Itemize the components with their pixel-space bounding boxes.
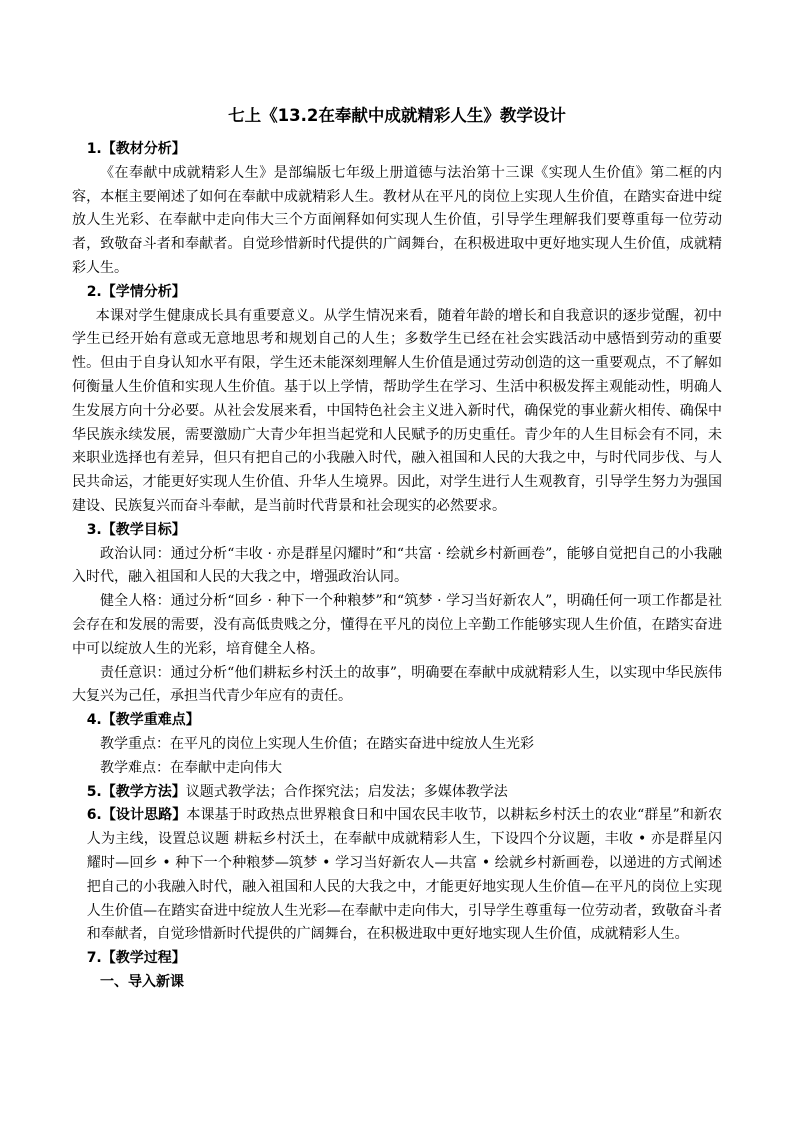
paragraph-goal-personality: 健全人格：通过分析“回乡 · 种下一个种粮梦”和“筑梦 · 学习当好新农人”，明确任何一项工作都是社会存在和发展的需要，没有高低贵贱之分，懂得在平凡的岗位上辛勤工作能够实现人生价值，在踏实奋进中可以绽放人生的光彩，培育健全人格。 xyxy=(72,593,722,657)
subheading-introduction: 一、导入新课 xyxy=(100,973,184,990)
paragraph-teaching-methods: 议题式教学法；合作探究法；启发法；多媒体教学法 xyxy=(185,783,508,800)
document-title: 七上《13.2在奉献中成就精彩人生》教学设计 xyxy=(228,106,566,125)
paragraph-difficulty: 教学难点：在奉献中走向伟大 xyxy=(100,759,282,776)
paragraph-student-analysis: 本课对学生健康成长具有重要意义。从学生情况来看，随着年龄的增长和自我意识的逐步觉醒，初中学生已经开始有意或无意地思考和规划自己的人生；多数学生已经在社会实践活动中感悟到劳动的重要性。但由于自身认知水平有限，学生还未能深刻理解人生价值是通过劳动创造的这一重要观点，不了解如何衡量人生价值和实现人生价值。基于以上学情，帮助学生在学习、生活中积极发挥主观能动性，明确人生发展方向十分必要。从社会发展来看，中国特色社会主义进入新时代，确保党的事业薪火相传、确保中华民族永续发展，需要激励广大青少年担当起党和人民赋予的历史重任。青少年的人生目标会有不同，未来职业选择也有差异，但只有把自己的小我融入时代，融入祖国和人民的大我之中，与时代同步伐、与人民共命运，才能更好实现人生价值、升华人生境界。因此，对学生进行人生观教育，引导学生努力为强国建设、民族复兴而奋斗奉献，是当前时代背景和社会现实的必然要求。 xyxy=(72,307,722,514)
document-body xyxy=(72,138,722,995)
section-heading-teaching-process: 7.【教学过程】 xyxy=(86,950,186,967)
section-heading-key-difficult: 4.【教学重难点】 xyxy=(86,712,200,729)
paragraph-goal-responsibility: 责任意识：通过分析“他们耕耘乡村沃土的故事”，明确要在奉献中成就精彩人生，以实现中华民族伟大复兴为己任，承担当代青少年应有的责任。 xyxy=(72,664,722,705)
section-heading-teaching-goals: 3.【教学目标】 xyxy=(86,521,186,538)
section-heading-textbook-analysis: 1.【教材分析】 xyxy=(86,141,186,157)
paragraph-design-ideas: 本课基于时政热点世界粮食日和中国农民丰收节，以耕耘乡村沃土的农业“群星”和新农人为主线，设置总议题 耕耘乡村沃土，在奉献中成就精彩人生，下设四个分议题，丰收 • 亦是群星闪耀时—回乡 • 种下一个种粮梦—筑梦 • 学习当好新农人—共富 • 绘就乡村新画卷，以递进的方式阐述把自己的小我融入时代，融入祖国和人民的大我之中，才能更好地实现人生价值—在平凡的岗位上实现人生价值—在踏实奋进中绽放人生光彩—在奉献中走向伟大，引导学生尊重每一位劳动者，致敬奋斗者和奉献者，自觉珍惜新时代提供的广阔舞台，在积极进取中更好地实现人生价值，成就精彩人生。 xyxy=(86,807,722,943)
paragraph-textbook-analysis: 《在奉献中成就精彩人生》是部编版七年级上册道德与法治第十三课《实现人生价值》第二框的内容，本框主要阐述了如何在奉献中成就精彩人生。教材从在平凡的岗位上实现人生价值，在踏实奋进中绽放人生光彩、在奉献中走向伟大三个方面阐释如何实现人生价值，引导学生理解我们要尊重每一位劳动者，致敬奋斗者和奉献者。自觉珍惜新时代提供的广阔舞台，在积极进取中更好地实现人生价值，成就精彩人生。 xyxy=(72,164,722,276)
section-design-ideas xyxy=(72,804,722,947)
paragraph-key-point: 教学重点：在平凡的岗位上实现人生价值；在踏实奋进中绽放人生光彩 xyxy=(100,735,534,752)
section-teaching-methods xyxy=(72,781,722,805)
section-heading-teaching-methods: 5.【教学方法】 xyxy=(86,783,186,800)
paragraph-goal-political: 政治认同：通过分析“丰收 · 亦是群星闪耀时”和“共富 · 绘就乡村新画卷”，能够自觉把自己的小我融入时代，融入祖国和人民的大我之中，增强政治认同。 xyxy=(72,545,722,586)
section-heading-design-ideas: 6.【设计思路】 xyxy=(86,807,187,824)
section-heading-student-analysis: 2.【学情分析】 xyxy=(86,283,186,300)
